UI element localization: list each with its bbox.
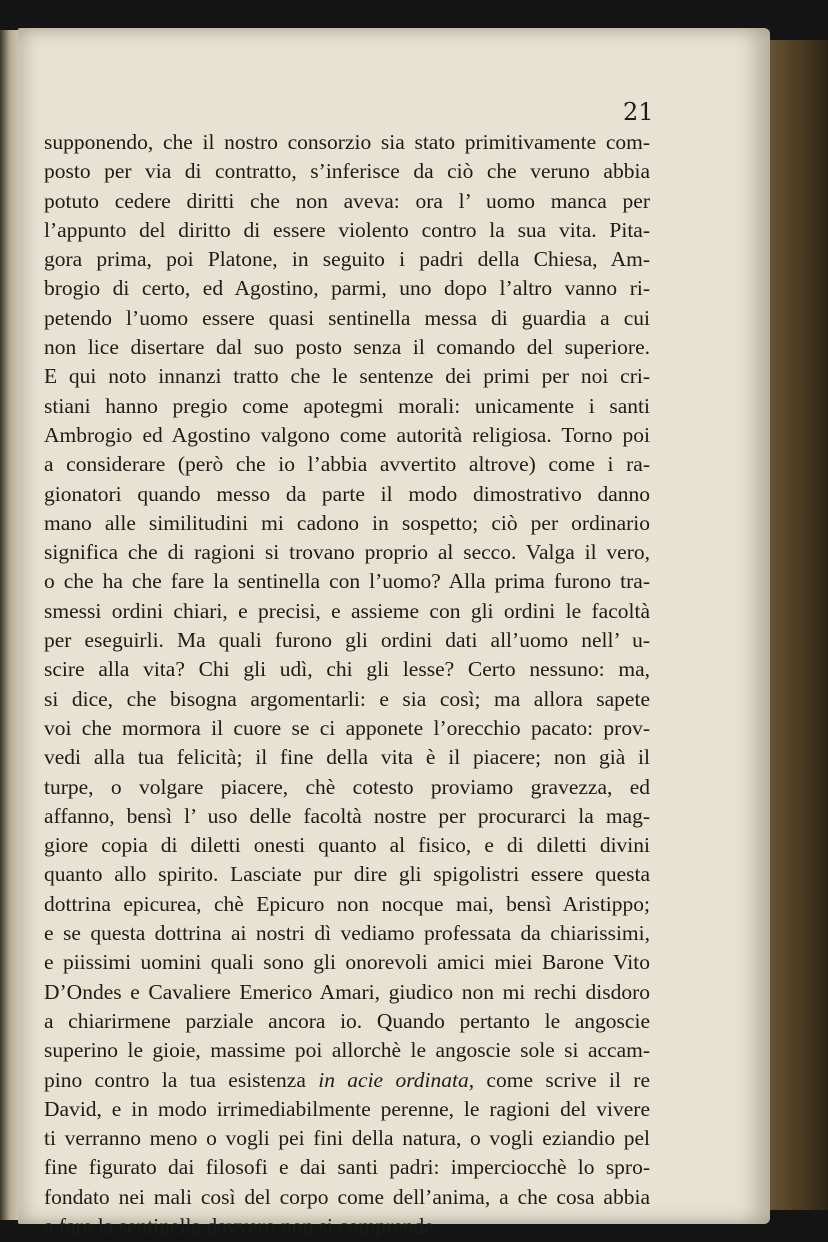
body-text: [44, 128, 650, 1241]
text-line: brogio di certo, ed Agostino, parmi, uno dopo l’altro vanno ri-: [44, 276, 650, 301]
text-line: [44, 1066, 650, 1095]
text-line: petendo l’uomo essere quasi sentinella messa di guardia a cui: [44, 305, 650, 330]
text-line: quanto allo spirito. Lasciate pur dire gli spigolistri essere questa: [44, 862, 650, 887]
text-line: smessi ordini chiari, e precisi, e assieme con gli ordini le facoltà: [44, 598, 650, 623]
text-line: D’Ondes e Cavaliere Emerico Amari, giudico non mi rechi disdoro: [44, 979, 650, 1004]
text-line: mano alle similitudini mi cadono in sospetto; ciò per ordinario: [44, 510, 650, 535]
text-line: e piissimi uomini quali sono gli onorevoli amici miei Barone Vito: [44, 950, 650, 975]
text-line: a chiarirmene parziale ancora io. Quando pertanto le angoscie: [44, 1008, 650, 1033]
text-line: a fare la sentinella davvero non si comprende.: [44, 1213, 440, 1238]
text-line: o che ha che fare la sentinella con l’uomo? Alla prima furono tra-: [44, 569, 650, 594]
text-line: voi che mormora il cuore se ci apponete l’orecchio pacato: prov-: [44, 715, 650, 740]
text-line: David, e in modo irrimediabilmente perenne, le ragioni del vivere: [44, 1096, 650, 1121]
italic-phrase: in acie ordinata: [318, 1067, 469, 1092]
text-fragment: , come scrive il re: [468, 1067, 650, 1092]
text-line: e se questa dottrina ai nostri dì vediamo professata da chiarissimi,: [44, 921, 650, 946]
text-line: affanno, bensì l’ uso delle facoltà nostre per procurarci la mag-: [44, 803, 650, 828]
text-line: significa che di ragioni si trovano proprio al secco. Valga il vero,: [44, 540, 650, 565]
book-page: [18, 28, 770, 1238]
text-fragment: pino contro la tua esistenza: [44, 1067, 319, 1092]
text-line: giore copia di diletti onesti quanto al fisico, e di diletti divini: [44, 833, 650, 858]
text-line: turpe, o volgare piacere, chè cotesto proviamo gravezza, ed: [44, 774, 650, 799]
text-line: si dice, che bisogna argomentarli: e sia così; ma allora sapete: [44, 686, 650, 711]
text-line: potuto cedere diritti che non aveva: ora l’ uomo manca per: [44, 188, 650, 213]
text-line: scire alla vita? Chi gli udì, chi gli lesse? Certo nessuno: ma,: [44, 657, 650, 682]
text-line: per eseguirli. Ma quali furono gli ordini dati all’uomo nell’ u-: [44, 628, 650, 653]
text-line: posto per via di contratto, s’inferisce da ciò che veruno abbia: [44, 159, 650, 184]
text-line: gionatori quando messo da parte il modo dimostrativo danno: [44, 481, 650, 506]
text-line: supponendo, che il nostro consorzio sia stato primitivamente com-: [44, 130, 650, 154]
text-line: gora prima, poi Platone, in seguito i padri della Chiesa, Am-: [44, 247, 650, 272]
text-line: ti verranno meno o vogli pei fini della natura, o vogli eziandio pel: [44, 1126, 650, 1151]
text-line: stiani hanno pregio come apotegmi morali: unicamente i santi: [44, 393, 650, 418]
page-number: 21: [623, 98, 654, 126]
text-line: fondato nei mali così del corpo come dell’anima, a che cosa abbia: [44, 1184, 650, 1209]
text-line: fine figurato dai filosofi e dai santi padri: imperciocchè lo spro-: [44, 1155, 650, 1180]
text-line: E qui noto innanzi tratto che le sentenze dei primi per noi cri-: [44, 364, 650, 389]
text-line: Ambrogio ed Agostino valgono come autorità religiosa. Torno poi: [44, 422, 650, 447]
text-line: a considerare (però che io l’abbia avvertito altrove) come i ra-: [44, 452, 650, 477]
text-line: dottrina epicurea, chè Epicuro non nocque mai, bensì Aristippo;: [44, 891, 650, 916]
text-line: superino le gioie, massime poi allorchè le angoscie sole si accam-: [44, 1038, 650, 1063]
text-line: l’appunto del diritto di essere violento contro la sua vita. Pita-: [44, 217, 650, 242]
text-line: non lice disertare dal suo posto senza il comando del superiore.: [44, 335, 650, 360]
text-line: vedi alla tua felicità; il fine della vita è il piacere; non già il: [44, 745, 650, 770]
